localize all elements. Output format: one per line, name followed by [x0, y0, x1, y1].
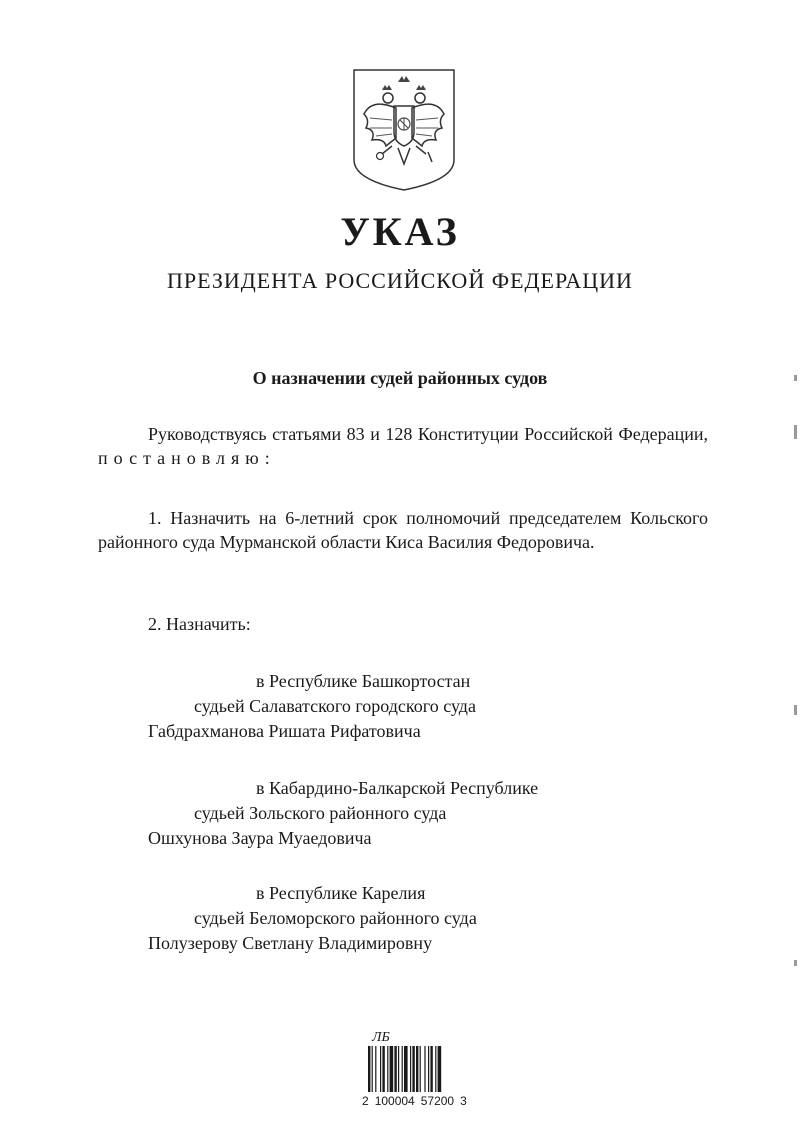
appointment-name: Полузерову Светлану Владимировну [148, 933, 433, 953]
barcode-handwritten-mark: ЛБ [372, 1030, 390, 1045]
decree-heading: О назначении судей районных судов [252, 368, 548, 388]
appointment-region: в Кабардино-Балкарской Республике [256, 778, 539, 798]
barcode-bar [430, 1046, 432, 1092]
appointment-block [148, 881, 477, 956]
barcode-number-part: 3 [460, 1094, 467, 1108]
item-1-paragraph [98, 506, 708, 554]
barcode-bar [394, 1046, 396, 1092]
double-headed-eagle-icon [352, 68, 456, 192]
barcode-bar [402, 1046, 403, 1092]
item-2-paragraph: 2. Назначить: [148, 614, 251, 634]
intro-resolve-word: постановляю: [98, 448, 276, 468]
document-title: УКАЗ [340, 209, 460, 254]
appointment-court: судьей Зольского районного суда [194, 803, 447, 823]
scan-edge-marks [794, 0, 798, 1132]
coat-of-arms-emblem [352, 68, 456, 192]
barcode-number-part: 100004 [374, 1094, 415, 1108]
appointment-region: в Республике Башкортостан [256, 671, 471, 691]
barcode-bar [375, 1046, 376, 1092]
barcode-bar [428, 1046, 429, 1092]
barcode-bar [404, 1046, 408, 1092]
appointment-court: судьей Беломорского районного суда [194, 908, 477, 928]
barcode-bar [380, 1046, 381, 1092]
barcode-bar [390, 1046, 394, 1092]
intro-paragraph [98, 422, 708, 470]
intro-text: Руководствуясь статьями 83 и 128 Конституции Российской Федерации, [148, 424, 708, 444]
barcode-icon [368, 1046, 466, 1092]
barcode-bar [435, 1046, 436, 1092]
barcode-bar [424, 1046, 425, 1092]
barcode-bar [382, 1046, 384, 1092]
barcode-number-part: 2 [362, 1094, 369, 1108]
barcode-number-part: 57200 [420, 1094, 455, 1108]
barcode-bar [438, 1046, 442, 1092]
barcode-bar [420, 1046, 421, 1092]
document-barcode [362, 1030, 472, 1108]
barcode-bar [372, 1046, 373, 1092]
appointment-block [148, 669, 476, 744]
barcode-bar [416, 1046, 418, 1092]
appointment-name: Ошхунова Заура Муаедовича [148, 828, 372, 848]
document-subtitle: ПРЕЗИДЕНТА РОССИЙСКОЙ ФЕДЕРАЦИИ [167, 268, 633, 293]
appointment-name: Габдрахманова Ришата Рифатовича [148, 721, 421, 741]
barcode-bar [398, 1046, 399, 1092]
appointment-block [148, 776, 538, 851]
barcode-bar [412, 1046, 414, 1092]
barcode-bar [368, 1046, 370, 1092]
barcode-bar [410, 1046, 411, 1092]
barcode-bar [387, 1046, 388, 1092]
appointment-region: в Республике Карелия [256, 883, 426, 903]
appointment-court: судьей Салаватского городского суда [194, 696, 476, 716]
item-1-text: 1. Назначить на 6-летний срок полномочий председателем Кольского районного суда Мурманской области Киса Василия Федоровича. [98, 508, 708, 552]
barcode-number [362, 1094, 473, 1108]
